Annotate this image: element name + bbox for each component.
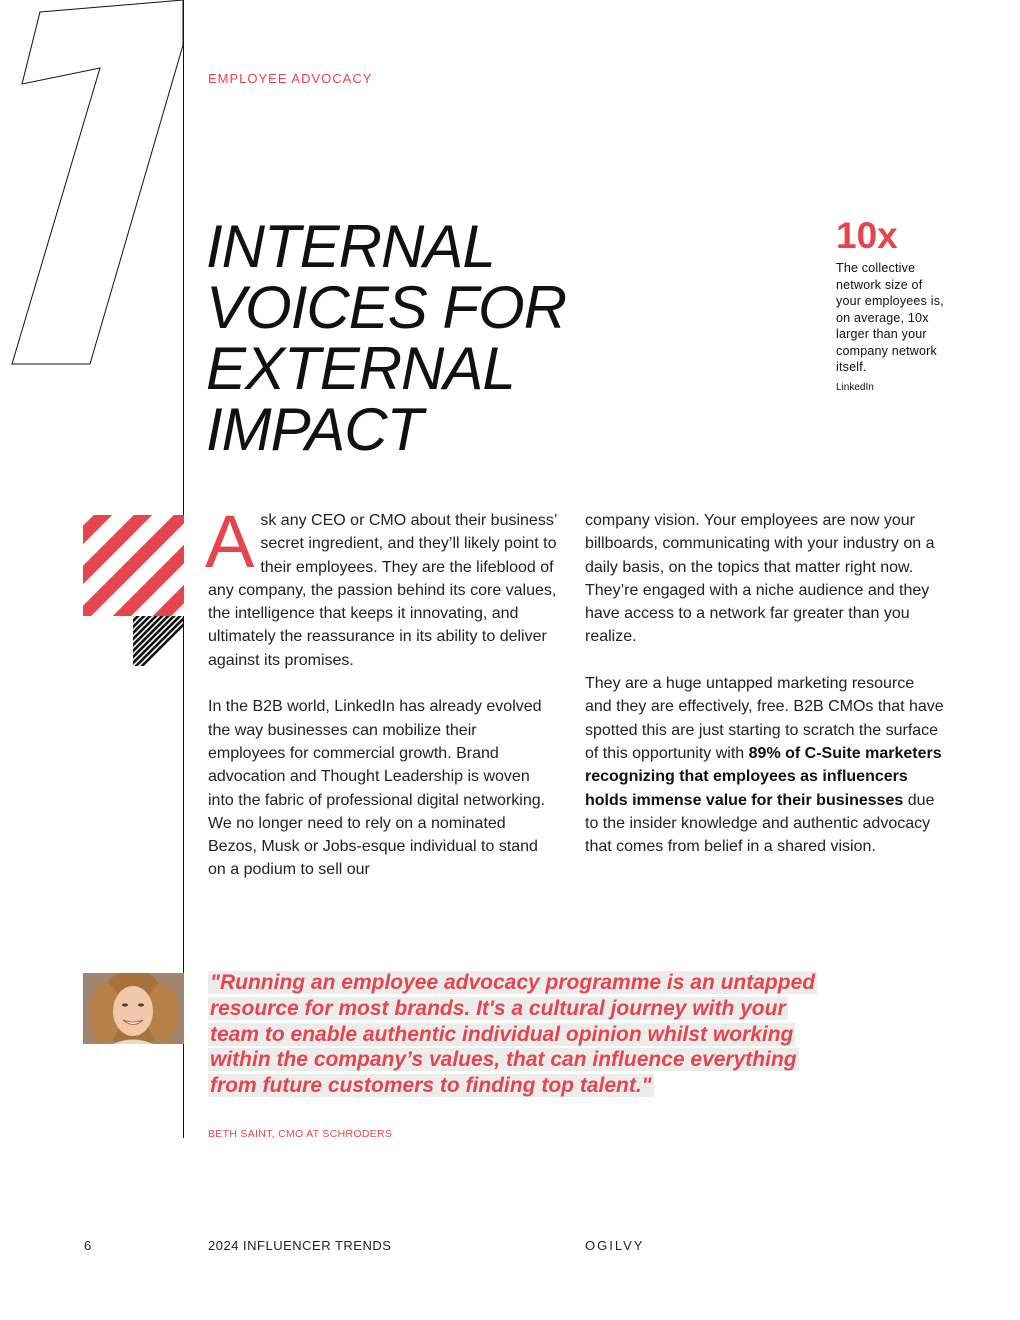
chapter-numeral-graphic bbox=[0, 0, 190, 380]
publication-title: 2024 INFLUENCER TRENDS bbox=[208, 1238, 392, 1253]
black-hatch-graphic bbox=[133, 616, 184, 666]
section-label: EMPLOYEE ADVOCACY bbox=[208, 71, 373, 86]
drop-cap: A bbox=[205, 500, 255, 583]
body-paragraph bbox=[585, 672, 945, 858]
stat-callout bbox=[836, 216, 946, 393]
body-paragraph bbox=[205, 500, 558, 672]
quote-attribution: BETH SAINT, CMO AT SCHRODERS bbox=[208, 1128, 393, 1140]
quote-text: "Running an employee advocacy programme is an untapped resource for most brands. It's a cultural journey with your team to enable authentic individual opinion whilst working within the company’s values, that can influence everything from future customers to finding top talent." bbox=[210, 971, 816, 1098]
paragraph-text: due to the insider knowledge and authentic advocacy that comes from belief in a shared vision. bbox=[585, 791, 935, 856]
paragraph-text: sk any CEO or CMO about their business’ secret ingredient, and they’ll likely point to their employees. They are the lifeblood of any company, the passion behind its core values, the intelligence that keeps it innovating, and ultimately the reassurance in its ability to deliver against its promises. bbox=[208, 512, 557, 669]
red-stripes-graphic bbox=[83, 515, 184, 616]
title-line: VOICES FOR bbox=[206, 274, 567, 341]
paragraph-text: They are a huge untapped marketing resource and they are effectively, free. B2B CMOs that have spotted this are just starting to scratch the surface of this opportunity with bbox=[585, 675, 944, 762]
body-paragraph: In the B2B world, LinkedIn has already evolved the way businesses can mobilize their employees for commercial growth. Brand advocation and Thought Leadership is woven into the fabric of professional digital networking. We no longer need to rely on a nominated Bezos, Musk or Jobs-esque individual to stand on a podium to sell our bbox=[208, 698, 546, 879]
stat-number: 10x bbox=[836, 215, 898, 256]
body-paragraph: company vision. Your employees are now your billboards, communicating with your industry on a daily basis, on the topics that matter right now. They’re engaged with a niche audience and they have access to a network far greater than you realize. bbox=[585, 512, 935, 646]
title-line: IMPACT bbox=[206, 396, 423, 463]
stat-description: The collective network size of your employees is, on average, 10x larger than your company network itself. bbox=[836, 261, 944, 374]
title-line: EXTERNAL bbox=[206, 335, 515, 402]
stat-source: LinkedIn bbox=[836, 381, 874, 393]
highlighted-statistic: 89% of C-Suite marketers recognizing that employees as influencers holds immense value for their businesses bbox=[585, 744, 942, 809]
page-number: 6 bbox=[84, 1238, 92, 1253]
body-column-left bbox=[205, 500, 558, 882]
speaker-portrait bbox=[83, 973, 184, 1044]
pull-quote bbox=[208, 970, 828, 1099]
brand-name: OGILVY bbox=[585, 1238, 645, 1253]
page-title bbox=[206, 213, 567, 463]
title-line: INTERNAL bbox=[206, 213, 495, 280]
body-column-right bbox=[585, 509, 945, 858]
